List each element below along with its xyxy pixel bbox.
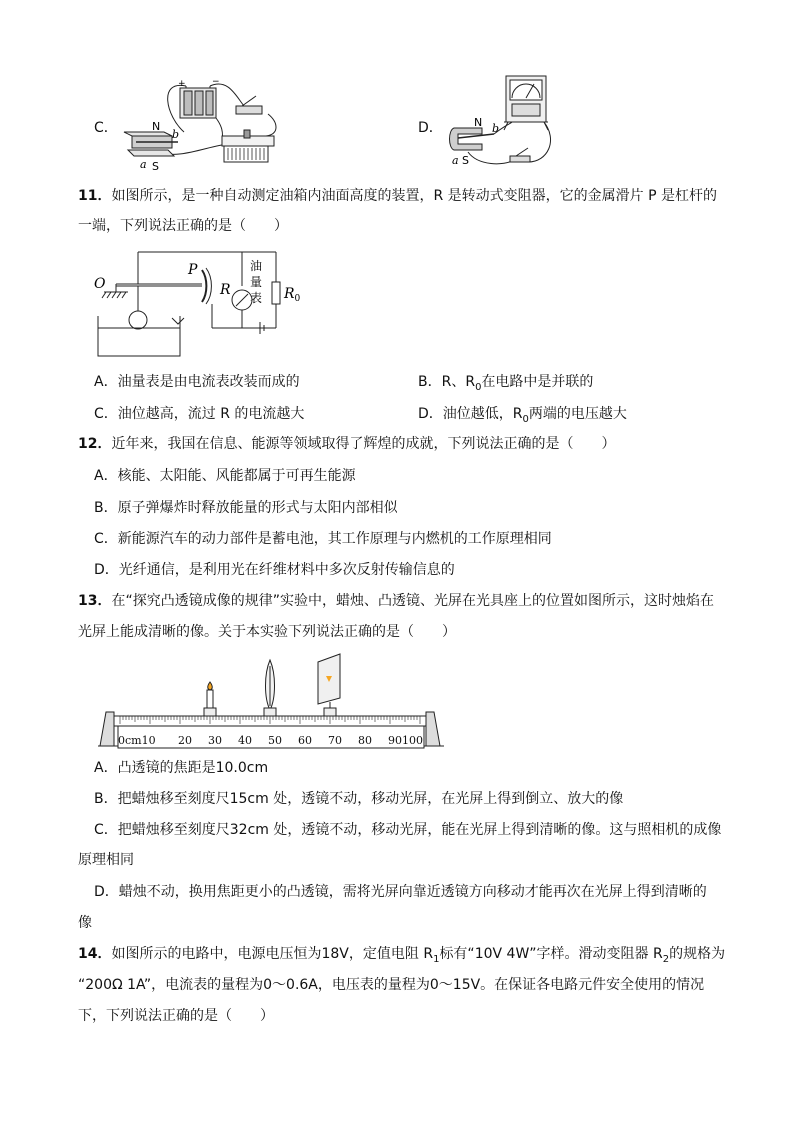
scale-label-40: 40 [238,734,252,747]
magnet-s-label: S [152,160,159,172]
scale-label-20: 20 [178,734,192,747]
scale-label-30: 30 [208,734,222,747]
q13-option-a[interactable]: A．凸透镜的焦距是10.0cm [94,760,269,776]
q14-stem-line3: 下，下列说法正确的是（ ） [78,1008,274,1024]
q11-option-d[interactable]: D．油位越低，$R_0$两端的电压越大 [418,406,627,425]
meter-char-3: 表 [250,291,263,305]
q13-option-b[interactable]: B．把蜡烛移至刻度尺15cm 处，透镜不动，移动光屏，在光屏上得到倒立、放大的像 [94,791,624,807]
scale-label-90: 90 [388,734,402,747]
q10-figure-c [118,76,288,172]
q11-option-b[interactable]: B．R、$R_0$在电路中是并联的 [418,374,594,393]
magnet-n-label: N [152,120,161,133]
q12-option-c[interactable]: C．新能源汽车的动力部件是蓄电池，其工作原理与内燃机的工作原理相同 [94,531,552,547]
q12-option-d[interactable]: D．光纤通信，是利用光在纤维材料中多次反射传输信息的 [94,562,455,578]
q13-stem-line2: 光屏上能成清晰的像。关于本实验下列说法正确的是（ ） [78,624,456,640]
q13-optical-bench-figure [96,652,448,750]
battery-minus-sign: − [212,77,220,87]
q10-option-d-label: D． [418,120,443,136]
resistor-r0-label: $R_0$ [284,286,301,304]
q14-stem-line2: “200Ω 1A”，电流表的量程为0～0.6A，电压表的量程为0～15V。在保证各电路元件安全使用的情况 [78,977,705,993]
meter-char-2: 量 [250,275,263,289]
q10-option-c-label: C． [94,120,118,136]
q14-stem-line1: 14．如图所示的电路中，电源电压恒为18V，定值电阻 $R_1$标有“10V 4W”字样。滑动变阻器 $R_2$的规格为 [78,946,726,965]
q11-stem-line1: 11．如图所示，是一种自动测定油箱内油面高度的装置，R 是转动式变阻器，它的金属滑片 P 是杠杆的 [78,188,718,204]
scale-label-100: 100 [402,734,423,747]
scale-label-70: 70 [328,734,342,747]
magnet-n-label-d: N [474,116,483,129]
q12-stem: 12．近年来，我国在信息、能源等领域取得了辉煌的成就，下列说法正确的是（ ） [78,436,616,452]
q11-oil-gauge-figure [92,248,308,362]
scale-label-80: 80 [358,734,372,747]
scale-label-60: 60 [298,734,312,747]
q12-option-b[interactable]: B．原子弹爆炸时释放能量的形式与太阳内部相似 [94,500,398,516]
q13-number: 13． [78,593,112,609]
magnet-s-label-d: S [462,154,469,167]
conductor-a-label: a [140,158,147,171]
slider-p-label: P [188,262,198,278]
q11-stem-line2: 一端，下列说法正确的是（ ） [78,218,288,234]
q11-option-c[interactable]: C．油位越高，流过 R 的电流越大 [94,406,305,422]
scale-label-0-10: 0cm10 [118,734,156,747]
rheostat-r-label: R [220,282,231,298]
q13-option-c-line2: 原理相同 [78,852,134,868]
conductor-b-label: b [172,128,180,141]
conductor-a-label-d: a [452,154,459,167]
q13-stem-line1: 13．在“探究凸透镜成像的规律”实验中，蜡烛、凸透镜、光屏在光具座上的位置如图所示，这时烛焰在 [78,593,714,609]
battery-plus-sign: + [178,79,186,89]
meter-char-1: 油 [250,259,263,273]
q13-option-d-line2: 像 [78,915,92,931]
conductor-b-label-d: b [492,122,500,135]
q12-number: 12． [78,436,112,452]
q14-number: 14． [78,946,112,962]
q11-option-a[interactable]: A．油量表是由电流表改装而成的 [94,374,300,390]
pivot-o-label: O [94,276,106,292]
q12-option-a[interactable]: A．核能、太阳能、风能都属于可再生能源 [94,468,356,484]
q10-figure-d [448,70,558,172]
q11-number: 11． [78,188,112,204]
q13-option-c-line1[interactable]: C．把蜡烛移至刻度尺32cm 处，透镜不动，移动光屏，能在光屏上得到清晰的像。这与照相机的成像 [94,822,722,838]
scale-label-50: 50 [268,734,282,747]
q13-option-d-line1[interactable]: D．蜡烛不动，换用焦距更小的凸透镜，需将光屏向靠近透镜方向移动才能再次在光屏上得到清晰的 [94,884,707,900]
